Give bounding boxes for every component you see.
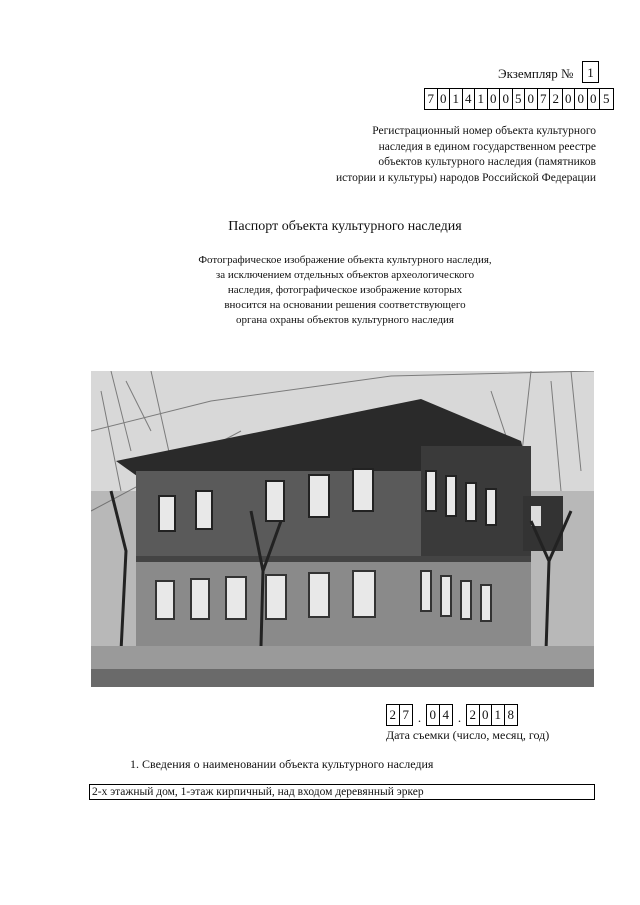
copy-label: Экземпляр № — [498, 66, 574, 81]
reg-digit: 5 — [513, 89, 526, 109]
reg-digit: 7 — [538, 89, 551, 109]
reg-digit: 4 — [463, 89, 476, 109]
photo-desc-line: органа охраны объектов культурного наследия — [236, 314, 454, 326]
reg-digit: 0 — [488, 89, 501, 109]
photo-desc-line: наследия, фотографическое изображение которых — [227, 284, 463, 296]
reg-digit: 0 — [438, 89, 451, 109]
date-digit: 0 — [427, 705, 440, 725]
reg-digit: 1 — [475, 89, 488, 109]
date-digit: 7 — [402, 707, 409, 722]
date-digit: 4 — [442, 707, 449, 722]
date-digit: 2 — [387, 705, 400, 725]
reg-digit: 0 — [575, 89, 588, 109]
reg-desc-line: объектов культурного наследия (памятников — [378, 156, 596, 168]
date-digit: 1 — [492, 705, 505, 725]
reg-digit: 0 — [525, 89, 538, 109]
date-separator: . — [457, 710, 462, 725]
date-label: Дата съемки (число, месяц, год) — [386, 728, 550, 742]
reg-digit: 5 — [603, 91, 610, 106]
reg-desc-line: истории и культуры) народов Российской Федерации — [335, 171, 596, 184]
page-title: Паспорт объекта культурного наследия — [228, 219, 462, 234]
date-separator: . — [417, 710, 422, 725]
object-name-field: 2-х этажный дом, 1-этаж кирпичный, над входом деревянный эркер — [89, 784, 595, 800]
copy-number-box: 1 — [582, 61, 599, 83]
reg-digit: 0 — [588, 89, 601, 109]
date-year — [466, 704, 518, 726]
reg-desc-line: наследия в едином государственном реестре — [378, 140, 596, 153]
date-month — [426, 704, 453, 726]
registration-description — [296, 124, 596, 186]
photo-description — [150, 253, 540, 328]
reg-digit: 2 — [550, 89, 563, 109]
photo-desc-line: за исключением отдельных объектов археологического — [215, 269, 475, 281]
reg-digit: 1 — [450, 89, 463, 109]
photo-desc-line: вносится на основании решения соответствующего — [224, 299, 466, 311]
reg-digit: 0 — [563, 89, 576, 109]
date-digit: 2 — [467, 705, 480, 725]
reg-desc-line: Регистрационный номер объекта культурного — [372, 125, 596, 137]
section-heading: 1. Сведения о наименовании объекта культурного наследия — [130, 757, 434, 771]
reg-digit: 0 — [500, 89, 513, 109]
date-day — [386, 704, 413, 726]
photo-date — [386, 704, 518, 726]
date-digit: 0 — [480, 705, 493, 725]
registration-number — [424, 88, 614, 110]
date-digit: 8 — [507, 707, 514, 722]
reg-digit: 7 — [425, 89, 438, 109]
photo-desc-line: Фотографическое изображение объекта культурного наследия, — [198, 254, 492, 266]
building-photo — [91, 371, 594, 687]
